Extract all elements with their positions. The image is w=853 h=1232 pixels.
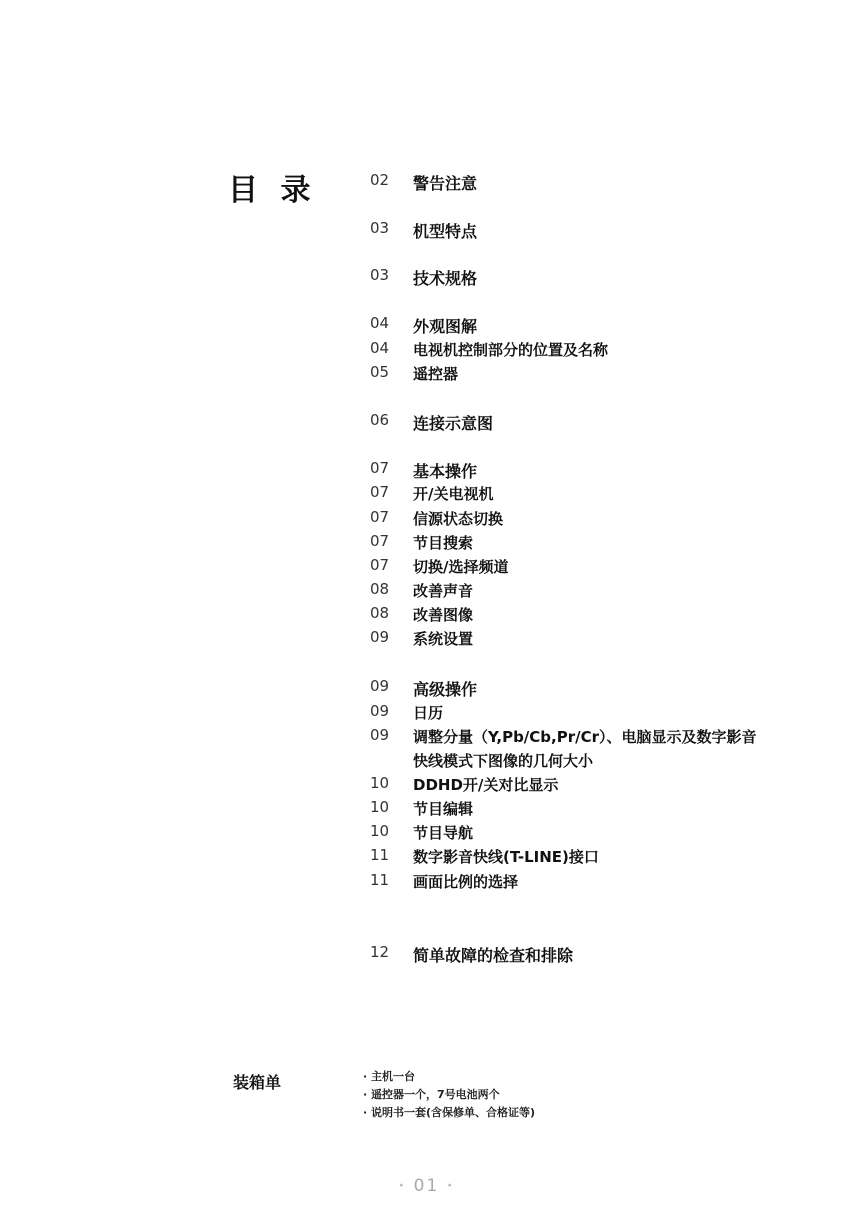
toc-page-number: 11 <box>370 846 390 864</box>
dot-icon: • <box>398 1180 407 1192</box>
toc-title: 警告注意 <box>413 174 478 193</box>
toc-title: 数字影音快线(T-LINE)接口 <box>413 848 599 866</box>
packing-item-text: 遥控器一个，7号电池两个 <box>371 1088 500 1101</box>
toc-page-number: 10 <box>370 774 390 792</box>
bullet-icon: · <box>363 1070 368 1083</box>
toc-page-number: 04 <box>370 314 390 332</box>
toc-page-number: 09 <box>370 726 390 744</box>
toc-page-number: 12 <box>370 943 390 961</box>
toc-page-number: 10 <box>370 822 390 840</box>
toc-page-number: 07 <box>370 532 390 550</box>
bullet-icon: · <box>363 1106 368 1119</box>
toc-page-number: 08 <box>370 580 390 598</box>
toc-title: 信源状态切换 <box>413 510 504 528</box>
toc-page-number: 10 <box>370 798 390 816</box>
toc-page-number: 07 <box>370 483 390 501</box>
packing-item-text: 主机一台 <box>371 1070 415 1083</box>
toc-page-number: 06 <box>370 411 390 429</box>
packing-list-label: 装箱单 <box>233 1073 282 1092</box>
packing-item <box>363 1068 535 1086</box>
toc-page-number: 08 <box>370 604 390 622</box>
toc-page-number: 09 <box>370 677 390 695</box>
toc-title: 基本操作 <box>413 462 478 481</box>
packing-list <box>363 1068 535 1122</box>
toc-title: 外观图解 <box>413 317 478 336</box>
toc-title: 节目编辑 <box>413 800 474 818</box>
toc-page-number: 04 <box>370 339 390 357</box>
dot-icon: • <box>446 1180 455 1192</box>
toc-page-number: 07 <box>370 508 390 526</box>
toc-title: 画面比例的选择 <box>413 873 519 891</box>
toc-title: 机型特点 <box>413 222 478 241</box>
toc-title: 改善声音 <box>413 582 474 600</box>
toc-page-number: 02 <box>370 171 390 189</box>
toc-title: 切换/选择频道 <box>413 558 509 576</box>
bullet-icon: · <box>363 1088 368 1101</box>
toc-title: 电视机控制部分的位置及名称 <box>413 341 609 359</box>
toc-heading: 目 录 <box>228 173 317 208</box>
packing-item <box>363 1104 535 1122</box>
toc-title: 连接示意图 <box>413 414 494 433</box>
page-footer <box>0 1176 853 1196</box>
page-number: 01 <box>413 1176 440 1196</box>
toc-title: 改善图像 <box>413 606 474 624</box>
packing-item <box>363 1086 535 1104</box>
toc-title: 开/关电视机 <box>413 485 494 503</box>
toc-page-number: 09 <box>370 702 390 720</box>
packing-item-text: 说明书一套(含保修单、合格证等) <box>371 1106 536 1119</box>
toc-title: 节目导航 <box>413 824 474 842</box>
toc-title: 节目搜索 <box>413 534 474 552</box>
toc-page-number: 07 <box>370 459 390 477</box>
toc-title: 系统设置 <box>413 630 474 648</box>
toc-title-continuation: 快线模式下图像的几何大小 <box>413 752 594 770</box>
toc-page-number: 03 <box>370 219 390 237</box>
toc-title: DDHD开/关对比显示 <box>413 776 559 794</box>
toc-page-number: 05 <box>370 363 390 381</box>
toc-page-number: 07 <box>370 556 390 574</box>
toc-title: 技术规格 <box>413 269 478 288</box>
toc-page-number: 11 <box>370 871 390 889</box>
toc-title: 高级操作 <box>413 680 478 699</box>
toc-title: 日历 <box>413 704 444 722</box>
toc-title: 调整分量（Y,Pb/Cb,Pr/Cr）、电脑显示及数字影音 <box>413 728 757 746</box>
toc-page-number: 09 <box>370 628 390 646</box>
toc-title: 遥控器 <box>413 365 459 383</box>
toc-title: 简单故障的检查和排除 <box>413 946 574 965</box>
toc-page-number: 03 <box>370 266 390 284</box>
